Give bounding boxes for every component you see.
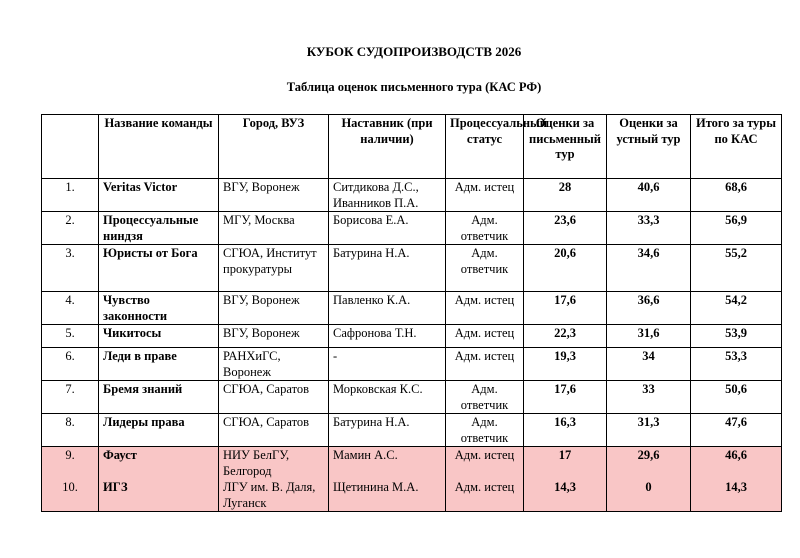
team-city: ВГУ, Воронеж <box>219 325 329 348</box>
table-header-row <box>42 115 782 179</box>
oral-score: 0 <box>607 479 691 512</box>
oral-score: 34 <box>607 348 691 381</box>
header-city: Город, ВУЗ <box>219 115 329 179</box>
team-coach: Сафронова Т.Н. <box>329 325 446 348</box>
team-city: РАНХиГС, Воронеж <box>219 348 329 381</box>
header-team: Название команды <box>99 115 219 179</box>
procedural-status: Адм. ответчик <box>446 245 524 292</box>
oral-score: 40,6 <box>607 179 691 212</box>
total-score: 54,2 <box>691 292 782 325</box>
team-city: ВГУ, Воронеж <box>219 179 329 212</box>
row-number: 6. <box>42 348 99 381</box>
header-total-score: Итого за туры по КАС <box>691 115 782 179</box>
written-score: 23,6 <box>524 212 607 245</box>
row-number: 2. <box>42 212 99 245</box>
written-score: 22,3 <box>524 325 607 348</box>
team-name: Veritas Victor <box>99 179 219 212</box>
team-city: СГЮА, Саратов <box>219 381 329 414</box>
table-row <box>42 348 782 381</box>
procedural-status: Адм. истец <box>446 179 524 212</box>
oral-score: 31,6 <box>607 325 691 348</box>
total-score: 46,6 <box>691 447 782 480</box>
row-number: 10. <box>42 479 99 512</box>
team-city: НИУ БелГУ, Белгород <box>219 447 329 480</box>
team-name: Фауст <box>99 447 219 480</box>
page-subtitle: Таблица оценок письменного тура (КАС РФ) <box>286 80 542 94</box>
team-name: Юристы от Бога <box>99 245 219 292</box>
total-score: 53,9 <box>691 325 782 348</box>
table-row <box>42 325 782 348</box>
team-coach: Павленко К.А. <box>329 292 446 325</box>
total-score: 47,6 <box>691 414 782 447</box>
row-number: 1. <box>42 179 99 212</box>
team-coach: Батурина Н.А. <box>329 414 446 447</box>
team-city: СГЮА, Институт прокуратуры <box>219 245 329 292</box>
procedural-status: Адм. истец <box>446 325 524 348</box>
total-score: 68,6 <box>691 179 782 212</box>
results-table <box>41 114 782 512</box>
team-name: Чикитосы <box>99 325 219 348</box>
table-row <box>42 479 782 512</box>
row-number: 5. <box>42 325 99 348</box>
written-score: 14,3 <box>524 479 607 512</box>
written-score: 17,6 <box>524 292 607 325</box>
procedural-status: Адм. истец <box>446 292 524 325</box>
team-coach: Щетинина М.А. <box>329 479 446 512</box>
oral-score: 34,6 <box>607 245 691 292</box>
row-number: 4. <box>42 292 99 325</box>
team-name: Процессуальные ниндзя <box>99 212 219 245</box>
team-coach: - <box>329 348 446 381</box>
oral-score: 31,3 <box>607 414 691 447</box>
header-number <box>42 115 99 179</box>
total-score: 14,3 <box>691 479 782 512</box>
written-score: 28 <box>524 179 607 212</box>
total-score: 50,6 <box>691 381 782 414</box>
table-row <box>42 179 782 212</box>
team-name: Леди в праве <box>99 348 219 381</box>
team-name: Чувство законности <box>99 292 219 325</box>
row-number: 9. <box>42 447 99 480</box>
procedural-status: Адм. ответчик <box>446 212 524 245</box>
team-coach: Ситдикова Д.С., Иванников П.А. <box>329 179 446 212</box>
team-city: МГУ, Москва <box>219 212 329 245</box>
header-coach: Наставник (при наличии) <box>329 115 446 179</box>
written-score: 20,6 <box>524 245 607 292</box>
team-coach: Мамин А.С. <box>329 447 446 480</box>
procedural-status: Адм. истец <box>446 348 524 381</box>
team-coach: Морковская К.С. <box>329 381 446 414</box>
total-score: 55,2 <box>691 245 782 292</box>
team-name: Лидеры права <box>99 414 219 447</box>
team-name: ИГЗ <box>99 479 219 512</box>
table-row <box>42 245 782 292</box>
header-written-score: Оценки за письменный тур <box>524 115 607 179</box>
table-row <box>42 447 782 480</box>
team-city: СГЮА, Саратов <box>219 414 329 447</box>
team-coach: Борисова Е.А. <box>329 212 446 245</box>
oral-score: 33,3 <box>607 212 691 245</box>
team-name: Бремя знаний <box>99 381 219 414</box>
team-coach: Батурина Н.А. <box>329 245 446 292</box>
row-number: 3. <box>42 245 99 292</box>
table-row <box>42 414 782 447</box>
procedural-status: Адм. истец <box>446 447 524 480</box>
team-city: ВГУ, Воронеж <box>219 292 329 325</box>
written-score: 17,6 <box>524 381 607 414</box>
procedural-status: Адм. истец <box>446 479 524 512</box>
written-score: 19,3 <box>524 348 607 381</box>
table-row <box>42 212 782 245</box>
row-number: 8. <box>42 414 99 447</box>
team-city: ЛГУ им. В. Даля, Луганск <box>219 479 329 512</box>
row-number: 7. <box>42 381 99 414</box>
header-oral-score: Оценки за устный тур <box>607 115 691 179</box>
written-score: 17 <box>524 447 607 480</box>
total-score: 56,9 <box>691 212 782 245</box>
oral-score: 33 <box>607 381 691 414</box>
total-score: 53,3 <box>691 348 782 381</box>
procedural-status: Адм. ответчик <box>446 381 524 414</box>
table-row <box>42 381 782 414</box>
header-status: Процессуальный статус <box>446 115 524 179</box>
written-score: 16,3 <box>524 414 607 447</box>
page-title: КУБОК СУДОПРОИЗВОДСТВ 2026 <box>306 44 522 59</box>
procedural-status: Адм. ответчик <box>446 414 524 447</box>
table-row <box>42 292 782 325</box>
oral-score: 36,6 <box>607 292 691 325</box>
oral-score: 29,6 <box>607 447 691 480</box>
